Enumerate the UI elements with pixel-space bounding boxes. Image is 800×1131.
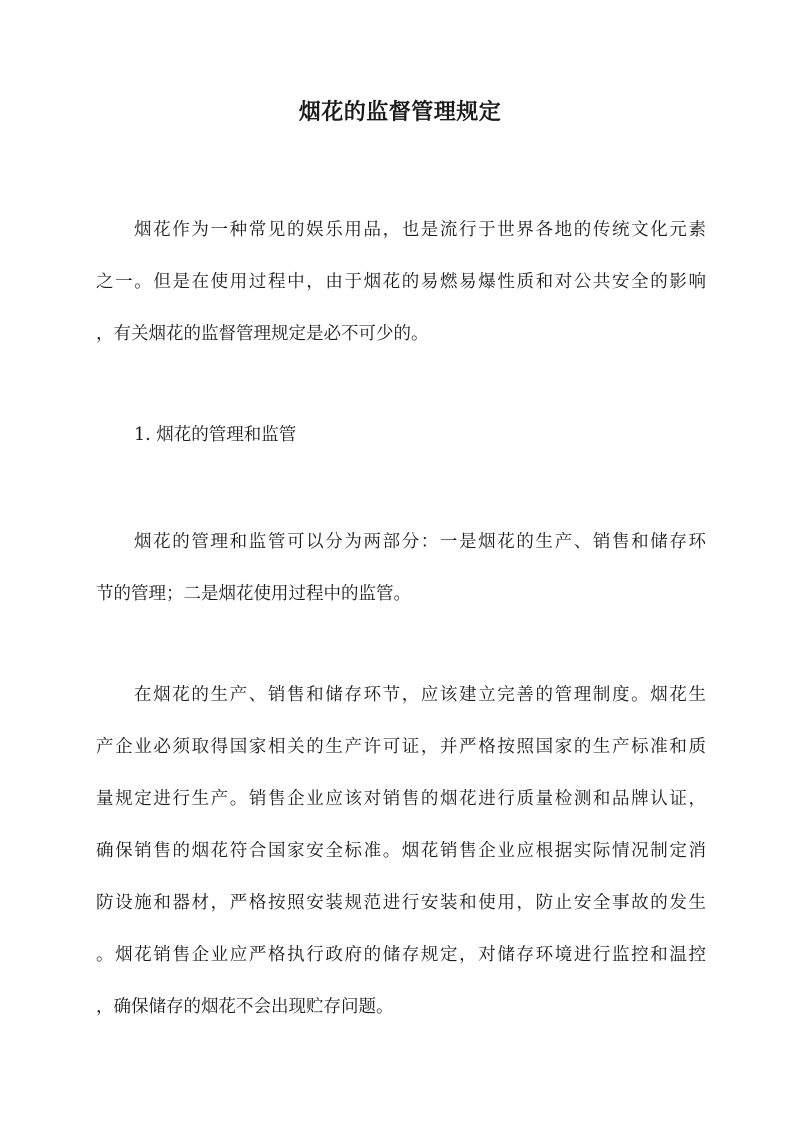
production-sales-storage-paragraph: [96, 669, 706, 1033]
paragraph-line: 产企业必须取得国家相关的生产许可证，并严格按照国家的生产标准和质: [96, 737, 706, 757]
paragraph-line: 节的管理；二是烟花使用过程中的监管。: [96, 584, 411, 604]
paragraph-line: ，有关烟花的监督管理规定是必不可少的。: [96, 324, 429, 344]
paragraph-line: 烟花的管理和监管可以分为两部分：一是烟花的生产、销售和储存环: [134, 532, 706, 552]
paragraph-line: 防设施和器材，严格按照安装规范进行安装和使用，防止安全事故的发生: [96, 893, 706, 913]
management-overview-paragraph: [96, 516, 706, 620]
intro-paragraph: [96, 204, 706, 360]
paragraph-line: 烟花作为一种常见的娱乐用品，也是流行于世界各地的传统文化元素: [134, 220, 706, 240]
paragraph-line: 之一。但是在使用过程中，由于烟花的易燃易爆性质和对公共安全的影响: [96, 272, 706, 292]
section-heading: 1. 烟花的管理和监管: [134, 425, 297, 445]
paragraph-line: 。烟花销售企业应严格执行政府的储存规定，对储存环境进行监控和温控: [96, 945, 706, 965]
paragraph-line: 在烟花的生产、销售和储存环节，应该建立完善的管理制度。烟花生: [134, 685, 706, 705]
page-title: 烟花的监督管理规定: [298, 99, 502, 125]
paragraph-line: 确保销售的烟花符合国家安全标准。烟花销售企业应根据实际情况制定消: [96, 841, 706, 861]
paragraph-line: ，确保储存的烟花不会出现贮存问题。: [96, 997, 394, 1017]
paragraph-line: 量规定进行生产。销售企业应该对销售的烟花进行质量检测和品牌认证，: [96, 789, 706, 809]
